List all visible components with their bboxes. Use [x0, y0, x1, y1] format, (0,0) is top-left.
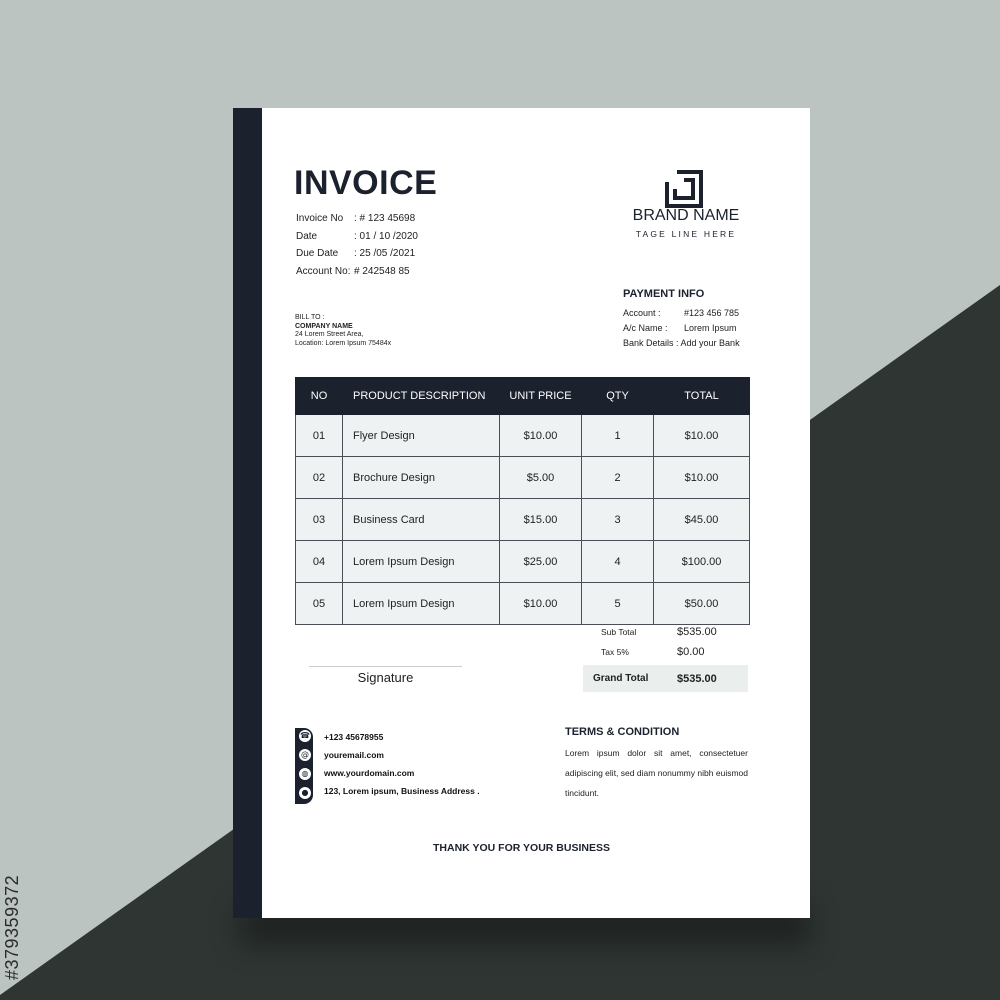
meta-row: [296, 263, 418, 281]
payment-acname-value: Lorem Ipsum: [684, 323, 737, 333]
meta-value: : # 123 45698: [354, 213, 416, 224]
cell-unit-price: $15.00: [500, 499, 582, 541]
tax-row: [583, 642, 717, 662]
tax-value: $0.00: [677, 646, 705, 658]
totals-block: [583, 622, 717, 662]
header-unit-price: UNIT PRICE: [500, 378, 582, 415]
table-row: [296, 499, 750, 541]
bill-to-location: Location: Lorem Ipsum 75484x: [295, 339, 392, 347]
bill-to-block: [295, 314, 391, 348]
cell-unit-price: $10.00: [500, 583, 582, 625]
invoice-paper: [233, 108, 810, 918]
bill-to-address: 24 Lorem Street Area,: [295, 331, 364, 338]
meta-value: : 25 /05 /2021: [354, 248, 416, 259]
cell-unit-price: $5.00: [500, 457, 582, 499]
cell-total: $100.00: [654, 541, 750, 583]
grand-total-row: [583, 665, 748, 692]
meta-row: [296, 228, 418, 246]
brand-tagline: TAGE LINE HERE: [635, 229, 737, 239]
cell-total: $45.00: [654, 499, 750, 541]
cell-qty: 5: [582, 583, 654, 625]
payment-account-value: #123 456 785: [684, 308, 740, 318]
table-row: [296, 457, 750, 499]
meta-label: Account No:: [296, 265, 351, 277]
brand-name: BRAND NAME: [632, 207, 740, 224]
contact-phone: +123 45678955: [324, 732, 384, 742]
subtotal-value: $535.00: [677, 626, 717, 638]
table-row: [296, 541, 750, 583]
location-pin-icon: ●: [299, 787, 311, 799]
bill-to-label: BILL TO :: [295, 314, 325, 321]
cell-qty: 4: [582, 541, 654, 583]
cell-description: Flyer Design: [343, 415, 500, 457]
payment-account-label: Account :: [623, 308, 661, 318]
cell-no: 01: [296, 415, 343, 457]
payment-account-row: [623, 306, 740, 321]
left-stripe: [233, 108, 262, 918]
cell-total: $50.00: [654, 583, 750, 625]
terms-body: Lorem ipsum dolor sit amet, consectetuer adipiscing elit, sed diam nonummy nibh euismod tincidunt.: [565, 748, 748, 798]
cell-description: Brochure Design: [343, 457, 500, 499]
meta-row: [296, 210, 418, 228]
cell-total: $10.00: [654, 415, 750, 457]
meta-value: : 01 / 10 /2020: [354, 230, 418, 242]
payment-acname-label: A/c Name :: [623, 323, 668, 333]
cell-no: 02: [296, 457, 343, 499]
payment-bank-row: Bank Details : Add your Bank: [623, 338, 740, 348]
header-total: TOTAL: [654, 378, 750, 415]
payment-heading: PAYMENT INFO: [623, 288, 705, 300]
contact-email: youremail.com: [324, 750, 384, 760]
cell-qty: 2: [582, 457, 654, 499]
table-row: [296, 583, 750, 625]
meta-label: Invoice No: [296, 213, 344, 224]
contact-website: www.yourdomain.com: [324, 768, 415, 778]
items-table: [295, 377, 750, 625]
meta-row: [296, 245, 418, 263]
subtotal-label: Sub Total: [601, 627, 637, 637]
meta-label: Due Date: [296, 248, 339, 259]
signature-line: [309, 666, 462, 667]
signature-label: Signature: [357, 670, 414, 685]
thank-you-text: THANK YOU FOR YOUR BUSINESS: [433, 842, 610, 854]
payment-acname-row: [623, 321, 740, 336]
globe-icon: ◍: [299, 768, 311, 780]
cell-description: Lorem Ipsum Design: [343, 541, 500, 583]
payment-info: [623, 288, 740, 351]
cell-unit-price: $25.00: [500, 541, 582, 583]
phone-icon: ☎: [300, 731, 310, 740]
email-icon: @: [301, 750, 309, 759]
cell-no: 04: [296, 541, 343, 583]
meta-label: Date: [296, 230, 318, 242]
grand-total-value: $535.00: [677, 672, 717, 685]
cell-unit-price: $10.00: [500, 415, 582, 457]
terms-heading: TERMS & CONDITION: [565, 726, 680, 738]
subtotal-row: [583, 622, 717, 642]
header-qty: QTY: [582, 378, 654, 415]
meta-value: # 242548 85: [354, 265, 410, 277]
invoice-meta: [296, 210, 418, 280]
cell-qty: 3: [582, 499, 654, 541]
square-logo-icon: [665, 170, 703, 208]
contact-address: 123, Lorem ipsum, Business Address .: [324, 786, 480, 796]
cell-description: Lorem Ipsum Design: [343, 583, 500, 625]
tax-label: Tax 5%: [601, 647, 629, 657]
header-no: NO: [296, 378, 343, 415]
bill-to-company: COMPANY NAME: [295, 322, 353, 330]
cell-no: 03: [296, 499, 343, 541]
invoice-title: INVOICE: [294, 164, 438, 202]
table-row: [296, 415, 750, 457]
stock-id-text: #379359372: [2, 874, 22, 980]
table-header-row: [296, 378, 750, 415]
cell-qty: 1: [582, 415, 654, 457]
cell-no: 05: [296, 583, 343, 625]
header-description: PRODUCT DESCRIPTION: [343, 378, 500, 415]
cell-total: $10.00: [654, 457, 750, 499]
grand-total-label: Grand Total: [593, 673, 649, 684]
cell-description: Business Card: [343, 499, 500, 541]
